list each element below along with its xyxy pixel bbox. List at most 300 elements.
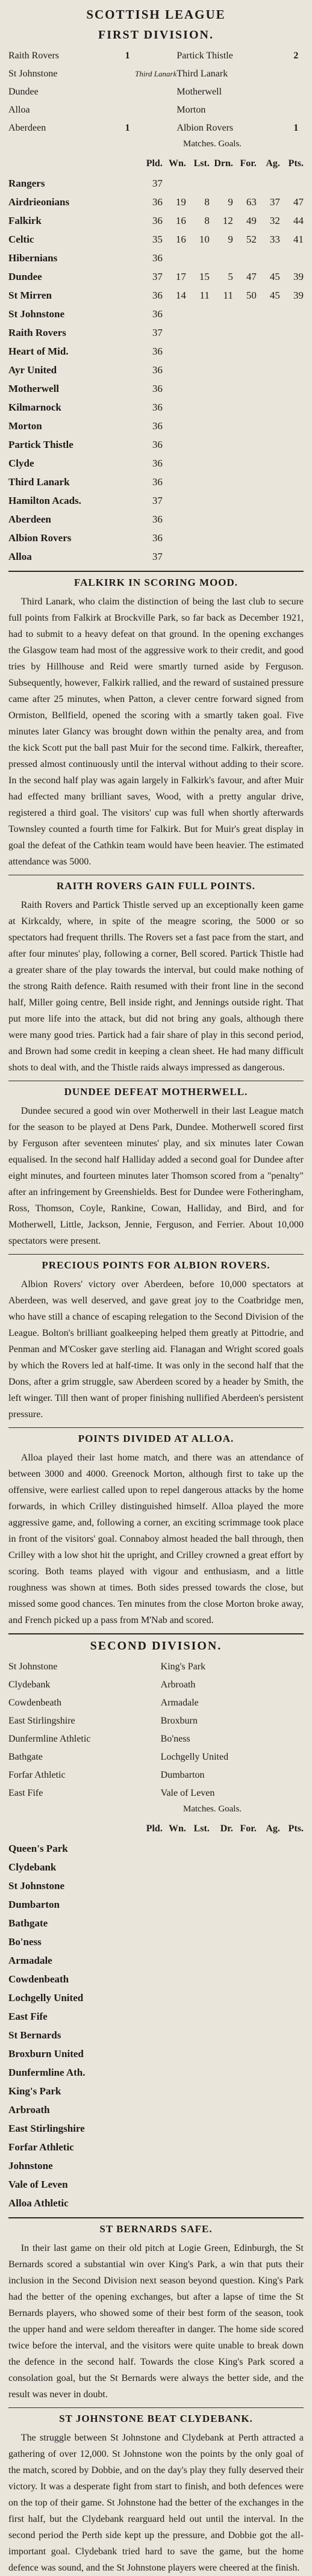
result-note: Third Lanark	[135, 69, 177, 78]
away-team: Morton	[176, 105, 206, 115]
home-team: Forfar Athletic	[8, 1770, 66, 1780]
home-team: Aberdeen	[8, 123, 46, 133]
stat-cell	[210, 547, 233, 566]
stat-cell: 37	[152, 551, 163, 562]
stat-cell: 19	[175, 196, 186, 208]
stat-cell: 11	[223, 290, 233, 301]
stat-cell	[257, 342, 280, 361]
stat-cell	[163, 1914, 186, 1932]
stat-cell	[210, 1839, 233, 1858]
stat-cell	[163, 1839, 186, 1858]
away-team: Broxburn	[160, 1716, 198, 1726]
stat-cell	[280, 2026, 304, 2044]
stat-cell	[139, 1951, 163, 1970]
stat-cell	[210, 2063, 233, 2082]
team-name: Rangers	[8, 178, 45, 189]
team-name: St Bernards	[8, 2029, 61, 2041]
stat-cell: 17	[175, 271, 186, 282]
first-division-table	[8, 154, 304, 566]
stat-cell	[280, 1932, 304, 1951]
table-row	[8, 529, 304, 547]
stat-cell	[233, 398, 257, 417]
stat-cell	[210, 305, 233, 323]
stat-cell: 11	[199, 290, 210, 301]
story-heading: PRECIOUS POINTS FOR ALBION ROVERS.	[42, 1259, 270, 1271]
stat-cell: 5	[228, 271, 233, 282]
stat-cell	[280, 2100, 304, 2119]
stat-cell	[210, 2082, 233, 2100]
stat-cell	[280, 379, 304, 398]
stat-cell: 16	[175, 234, 186, 245]
away-goals	[286, 1730, 304, 1748]
team-name: Dundee	[8, 271, 42, 282]
team-name: East Stirlingshire	[8, 2123, 85, 2134]
stat-cell	[233, 2138, 257, 2156]
team-name: Bo'ness	[8, 1936, 42, 1948]
result-separator	[151, 1676, 160, 1694]
stat-cell	[233, 2007, 257, 2026]
stat-cell	[257, 174, 280, 193]
stat-cell	[210, 1858, 233, 1876]
column-header: Pts.	[288, 1823, 304, 1834]
team-name: Queen's Park	[8, 1843, 68, 1854]
stat-cell	[210, 1988, 233, 2007]
second-division-reports	[8, 2223, 304, 2576]
stat-cell	[163, 454, 186, 473]
table-row	[8, 473, 304, 491]
stat-cell	[280, 1876, 304, 1895]
stat-cell	[163, 1970, 186, 1988]
stat-cell	[233, 174, 257, 193]
stat-cell	[163, 1858, 186, 1876]
table-row	[8, 2175, 304, 2194]
away-team: Albion Rovers	[176, 123, 234, 133]
stat-cell	[210, 473, 233, 491]
stat-cell	[257, 2026, 280, 2044]
stat-cell	[280, 1970, 304, 1988]
away-team: Dumbarton	[160, 1770, 205, 1780]
table-row	[8, 342, 304, 361]
stat-cell	[210, 2156, 233, 2175]
stat-cell	[257, 1876, 280, 1895]
stat-cell	[280, 1839, 304, 1858]
stat-cell	[233, 379, 257, 398]
stat-cell	[186, 2082, 210, 2100]
table-row	[8, 2156, 304, 2175]
stat-cell	[280, 2119, 304, 2138]
stat-cell	[163, 379, 186, 398]
stat-cell	[186, 454, 210, 473]
stat-cell	[233, 473, 257, 491]
stat-cell: 36	[152, 215, 163, 226]
home-goals	[134, 1730, 152, 1748]
stat-cell	[163, 2026, 186, 2044]
stat-cell: 41	[293, 234, 304, 245]
column-header: Pld.	[146, 1823, 163, 1834]
stat-cell: 36	[152, 364, 163, 376]
stat-cell	[257, 249, 280, 267]
stat-cell	[280, 473, 304, 491]
stat-cell	[233, 2100, 257, 2119]
story-heading: FALKIRK IN SCORING MOOD.	[73, 577, 239, 588]
stat-cell	[233, 417, 257, 435]
stat-cell	[139, 2175, 163, 2194]
column-header: Wn.	[168, 1823, 186, 1834]
stat-cell	[163, 174, 186, 193]
story-paragraph: Third Lanark, who claim the distinction of being the last club to secure full points from Falkirk at Brockville Park, so far back as December 1921, had to submit to a heavy defeat on that ground. In the opening exchanges the Glasgow team had most of the aggressive work to their credit, and good tries by Hillhouse and Reid were smartly turned aside by Ferguson. Subsequently, however, Falkirk rallied, and the reward of sustained pressure came after 25 minutes, when Patton, a clever centre forward signed from Ormiston, Bellfield, opened the scoring with a smartly taken goal. Five minutes later Glancy was brought down within the penalty area, and from the kick Scott put the ball past Muir for the second time. Falkirk, thereafter, pressed almost continuously until the interval without adding to their score. In the second half play was again largely in Falkirk's favour, and after Muir had effected many brilliant saves, Wood, with a pretty angular drive, registered a third goal. The visitors' cup was full when shortly afterwards Townsley counted a fourth time for Falkirk. But for Muir's great display in goal the defeat of the Cathkin team would have been heavier. The estimated attendance was 5000.	[8, 597, 304, 867]
stat-cell: 39	[293, 290, 304, 301]
team-name: Ayr United	[8, 364, 57, 376]
column-header: Ag.	[266, 158, 280, 169]
section-divider	[8, 571, 304, 572]
stat-cell: 16	[175, 215, 186, 226]
stat-cell	[163, 2100, 186, 2119]
story-paragraph: In their last game on their old pitch at Logie Green, Edinburgh, the St Bernards scored a substantial win over King's Park, a win that puts their inclusion in the Second Division next season beyond question. King's Park had the better of the opening exchanges, but after a lapse of time the St Bernards players, who showed some of their best form of the season, took the upper hand and were seldom thereafter in danger. The home side scored twice before the interval, and the visitors were quite unable to break down the defence in the second half. Towards the close King's Park scored a consolation goal, but the St Bernards were always the better side, and the result was never in doubt.	[8, 2243, 304, 2400]
result-row	[8, 1766, 304, 1784]
home-goals	[134, 1694, 152, 1712]
away-goals	[286, 1784, 304, 1802]
stat-cell	[186, 2156, 210, 2175]
home-goals	[134, 1784, 152, 1802]
stat-cell: 36	[152, 252, 163, 264]
stat-cell	[163, 1951, 186, 1970]
team-name: Lochgelly United	[8, 1992, 84, 2003]
second-division-results	[8, 1658, 304, 1802]
result-row	[8, 1748, 304, 1766]
table-row	[8, 1951, 304, 1970]
table-row	[8, 2100, 304, 2119]
home-goals: 1	[125, 51, 130, 61]
story-heading: RAITH ROVERS GAIN FULL POINTS.	[57, 880, 255, 892]
section-divider	[8, 1633, 304, 1634]
stat-cell	[233, 305, 257, 323]
stat-cell	[280, 249, 304, 267]
stat-cell	[257, 435, 280, 454]
stat-cell: 37	[152, 495, 163, 506]
stat-cell	[233, 2119, 257, 2138]
stat-cell: 37	[269, 196, 280, 208]
away-goals	[286, 1712, 304, 1730]
away-team: Third Lanark	[176, 69, 228, 79]
stat-cell	[163, 2194, 186, 2212]
stat-cell: 39	[293, 271, 304, 282]
away-goals	[289, 83, 304, 101]
team-name: Alloa	[8, 551, 32, 562]
column-header: Lst.	[193, 1823, 210, 1834]
home-team: Raith Rovers	[8, 51, 59, 61]
stat-cell	[186, 1951, 210, 1970]
stat-cell	[257, 547, 280, 566]
team-name: Falkirk	[8, 215, 42, 226]
stat-cell	[233, 1932, 257, 1951]
team-name: King's Park	[8, 2085, 61, 2097]
result-row	[8, 1730, 304, 1748]
result-row	[8, 83, 304, 101]
stat-cell	[233, 342, 257, 361]
stat-cell	[280, 510, 304, 529]
stat-cell	[210, 417, 233, 435]
stat-cell	[257, 2100, 280, 2119]
table-row	[8, 2007, 304, 2026]
page-title: SCOTTISH LEAGUE	[86, 7, 226, 22]
team-name: Arbroath	[8, 2104, 50, 2115]
home-team: Cowdenbeath	[8, 1698, 61, 1708]
stat-cell	[257, 2082, 280, 2100]
story-heading: ST JOHNSTONE BEAT CLYDEBANK.	[59, 2413, 253, 2424]
table-row	[8, 267, 304, 286]
team-name: Morton	[8, 420, 42, 432]
home-goals	[120, 83, 135, 101]
stat-cell	[233, 2156, 257, 2175]
column-header: Lst.	[193, 158, 210, 169]
stat-cell	[257, 398, 280, 417]
away-team: King's Park	[160, 1662, 206, 1672]
column-header	[8, 154, 139, 174]
stat-cell	[139, 2063, 163, 2082]
stat-cell: 36	[152, 476, 163, 488]
stat-cell	[280, 1988, 304, 2007]
stat-cell	[186, 249, 210, 267]
stat-cell	[139, 1932, 163, 1951]
result-separator	[135, 101, 176, 119]
stat-cell	[163, 510, 186, 529]
stat-cell	[257, 305, 280, 323]
stat-cell	[186, 1914, 210, 1932]
stat-cell	[186, 2044, 210, 2063]
stat-cell	[257, 473, 280, 491]
story-paragraph: The struggle between St Johnstone and Clydebank at Perth attracted a gathering of over 12,000. St Johnstone won the points by the only goal of the match, scored by Dobbie, and on the day's play they fully deserved their victory. It was a desperate fight from start to finish, and both defences were on the top of their game. St Johnstone had the better of the exchanges in the first half, but the Clydebank rearguard held out until the interval. In the second period the Perth side kept up the pressure, and Dobbie got the all-important goal. Clydebank tried hard to save the game, but the home defence was sound, and the St Johnstone players were cheered at the finish.	[8, 2433, 304, 2573]
home-goals	[134, 1748, 152, 1766]
stat-cell	[210, 2100, 233, 2119]
team-name: Armadale	[8, 1955, 52, 1966]
team-name: Motherwell	[8, 383, 60, 394]
stat-cell	[280, 2044, 304, 2063]
team-name: Hibernians	[8, 252, 58, 264]
stat-cell	[186, 2026, 210, 2044]
stat-cell	[210, 323, 233, 342]
stat-cell	[280, 2194, 304, 2212]
stat-cell	[280, 2063, 304, 2082]
home-team: Clydebank	[8, 1680, 51, 1690]
stat-cell	[257, 2175, 280, 2194]
stat-cell	[163, 1876, 186, 1895]
stat-cell	[186, 2175, 210, 2194]
stat-cell	[257, 1932, 280, 1951]
stat-cell	[186, 529, 210, 547]
result-row	[8, 1694, 304, 1712]
stat-cell	[163, 1895, 186, 1914]
table-row	[8, 1988, 304, 2007]
stat-cell	[186, 1876, 210, 1895]
stat-cell	[186, 491, 210, 510]
stat-cell	[186, 1970, 210, 1988]
stat-cell	[233, 2175, 257, 2194]
stat-cell: 37	[152, 327, 163, 338]
stat-cell	[186, 305, 210, 323]
table-row	[8, 361, 304, 379]
stat-cell: 36	[152, 383, 163, 394]
column-header: Pld.	[146, 158, 163, 169]
table-row	[8, 1858, 304, 1876]
stat-cell: 36	[152, 308, 163, 320]
table-row	[8, 230, 304, 249]
stat-cell	[280, 323, 304, 342]
stat-cell	[233, 2063, 257, 2082]
stat-cell	[186, 398, 210, 417]
stat-cell	[233, 1876, 257, 1895]
table-row	[8, 1876, 304, 1895]
column-header: Drn.	[214, 158, 233, 169]
stat-cell	[139, 2007, 163, 2026]
stat-cell	[280, 491, 304, 510]
stat-cell	[210, 529, 233, 547]
column-header: Wn.	[168, 158, 186, 169]
stat-cell: 52	[246, 234, 257, 245]
stat-cell	[186, 1839, 210, 1858]
stat-cell: 47	[246, 271, 257, 282]
stat-cell	[257, 2156, 280, 2175]
stat-cell	[186, 417, 210, 435]
first-division-results	[8, 47, 304, 137]
table-row	[8, 174, 304, 193]
stat-cell	[210, 435, 233, 454]
stat-cell: 36	[152, 514, 163, 525]
team-name: Airdrieonians	[8, 196, 70, 208]
stat-cell	[233, 1951, 257, 1970]
stat-cell: 36	[152, 402, 163, 413]
team-name: St Johnstone	[8, 308, 65, 320]
table-row	[8, 379, 304, 398]
result-row	[8, 65, 304, 83]
stat-cell: 50	[246, 290, 257, 301]
stat-cell	[233, 361, 257, 379]
stat-cell	[233, 2194, 257, 2212]
table-row	[8, 193, 304, 211]
stat-cell: 37	[152, 271, 163, 282]
table-row	[8, 2119, 304, 2138]
stat-cell: 36	[152, 458, 163, 469]
stat-cell	[139, 2156, 163, 2175]
stat-cell	[210, 1895, 233, 1914]
stat-cell	[186, 2119, 210, 2138]
result-row	[8, 119, 304, 137]
stat-cell	[257, 1858, 280, 1876]
stat-cell	[163, 361, 186, 379]
stat-cell: 49	[246, 215, 257, 226]
table-row	[8, 2082, 304, 2100]
stat-cell	[280, 361, 304, 379]
stat-cell	[233, 435, 257, 454]
result-separator	[151, 1694, 160, 1712]
stat-cell	[163, 547, 186, 566]
story-heading: DUNDEE DEFEAT MOTHERWELL.	[64, 1086, 248, 1097]
stat-cell	[186, 323, 210, 342]
stat-cell	[280, 174, 304, 193]
stat-cell	[186, 379, 210, 398]
team-name: Aberdeen	[8, 514, 51, 525]
team-name: Partick Thistle	[8, 439, 73, 450]
stat-cell	[257, 379, 280, 398]
stat-cell	[233, 510, 257, 529]
stat-cell	[139, 2026, 163, 2044]
stat-cell	[210, 491, 233, 510]
result-row	[8, 101, 304, 119]
stat-cell	[257, 1895, 280, 1914]
result-row	[8, 1712, 304, 1730]
story-heading: POINTS DIVIDED AT ALLOA.	[78, 1433, 234, 1444]
stat-cell	[233, 454, 257, 473]
table-row	[8, 1970, 304, 1988]
table-row	[8, 286, 304, 305]
table-row	[8, 547, 304, 566]
home-team: Bathgate	[8, 1752, 43, 1762]
stat-cell	[186, 2100, 210, 2119]
stat-cell	[210, 1932, 233, 1951]
away-goals: 1	[293, 123, 299, 133]
column-header: Pts.	[288, 158, 304, 169]
stat-cell	[257, 2138, 280, 2156]
stat-cell	[280, 435, 304, 454]
stat-cell: 44	[293, 215, 304, 226]
stat-cell	[210, 1951, 233, 1970]
away-goals	[289, 65, 304, 83]
team-name: Celtic	[8, 234, 34, 245]
team-name: Johnstone	[8, 2160, 53, 2171]
stat-cell: 8	[204, 215, 210, 226]
stat-cell	[186, 2138, 210, 2156]
stat-cell: 63	[246, 196, 257, 208]
stat-cell	[280, 342, 304, 361]
team-name: East Fife	[8, 2011, 48, 2022]
away-team: Lochgelly United	[160, 1752, 229, 1762]
stat-cell: 32	[269, 215, 280, 226]
stat-cell	[210, 2138, 233, 2156]
stat-cell	[233, 1858, 257, 1876]
stat-cell	[233, 547, 257, 566]
section-divider	[8, 2217, 304, 2218]
stat-cell	[163, 529, 186, 547]
stat-cell	[139, 1858, 163, 1876]
stat-cell	[280, 1914, 304, 1932]
stat-cell	[280, 1951, 304, 1970]
stat-cell	[233, 249, 257, 267]
table-row	[8, 323, 304, 342]
stat-cell	[186, 547, 210, 566]
home-team: East Stirlingshire	[8, 1716, 75, 1726]
home-team: Dundee	[8, 87, 39, 97]
stat-cell	[280, 305, 304, 323]
stat-cell	[257, 417, 280, 435]
stat-cell: 45	[269, 271, 280, 282]
home-team: East Fife	[8, 1788, 43, 1798]
home-goals	[134, 1658, 152, 1676]
table-row	[8, 491, 304, 510]
team-name: Heart of Mid.	[8, 346, 69, 357]
home-goals	[134, 1766, 152, 1784]
table-row	[8, 1839, 304, 1858]
first-division-column-head: Matches. Goals.	[183, 139, 242, 149]
stat-cell	[163, 2044, 186, 2063]
stat-cell: 9	[228, 196, 233, 208]
stat-cell	[163, 417, 186, 435]
stat-cell	[210, 2044, 233, 2063]
stat-cell	[280, 2007, 304, 2026]
away-goals	[286, 1748, 304, 1766]
table-row	[8, 211, 304, 230]
table-row	[8, 454, 304, 473]
result-separator	[151, 1712, 160, 1730]
stat-cell	[257, 2119, 280, 2138]
